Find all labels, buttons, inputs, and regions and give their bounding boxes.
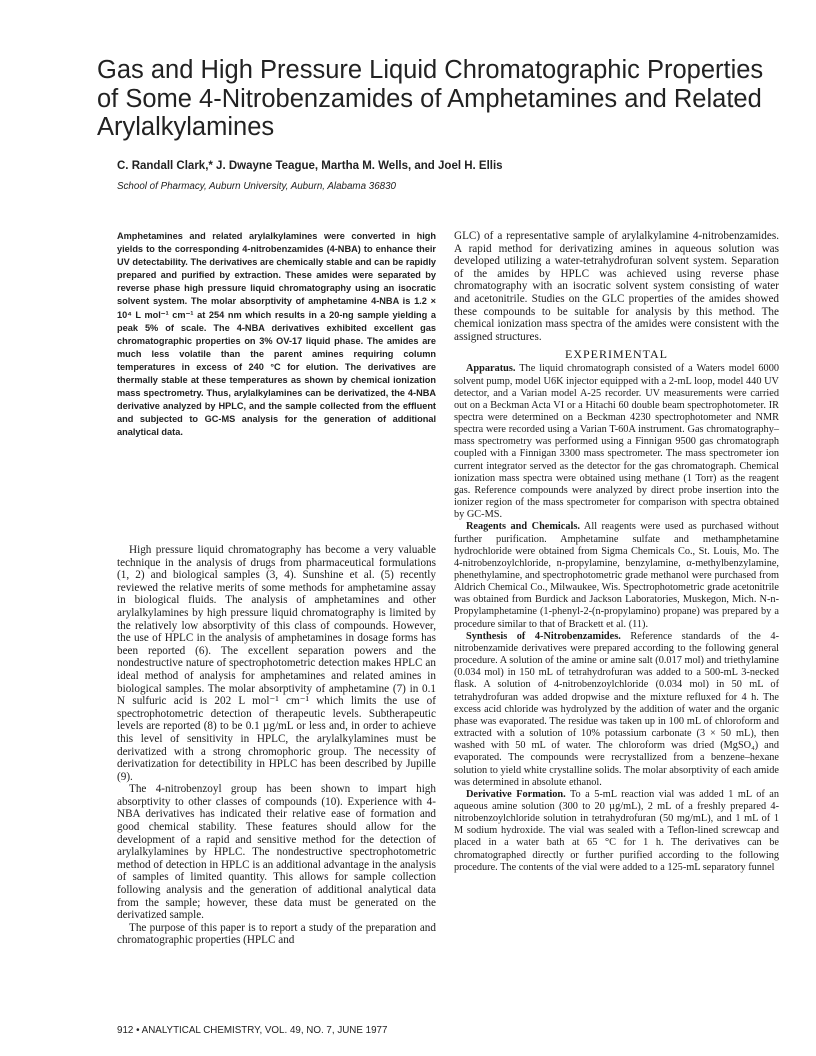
apparatus-paragraph: [454, 363, 779, 521]
right-column: [454, 230, 779, 874]
derivative-paragraph: [454, 789, 779, 874]
abstract: Amphetamines and related arylalkylamines were converted in high yields to the corresponding 4-nitrobenzamides (4-NBA) to enhance their UV detectability. The derivatives are chemically stable and can be rapidly prepared and purified by extraction. These amides were separated by reverse phase high pressure liquid chromatography using an isocratic solvent system. The molar absorptivity of amphetamine 4-NBA is 1.2 × 10⁴ L mol⁻¹ cm⁻¹ at 254 nm which results in a 20-ng sample yielding a peak 5% of scale. The 4-NBA derivatives exhibited excellent gas chromatographic properties on 3% OV-17 liquid phase. The amides are much less volatile than the parent amines requiring column temperatures in excess of 240 °C for elution. The derivatives are thermally stable at these temperatures as shown by chemical ionization mass spectrometry. Thus, arylalkylamines can be derivatized, the 4-NBA derivative analyzed by HPLC, and the sample collected from the effluent and subjected to GC-MS analysis for the generation of additional analytical data.: [117, 231, 436, 438]
right-paragraph-1: GLC) of a representative sample of arylalkylamine 4-nitrobenzamides. A rapid method for derivatizing amines in aqueous solution was developed utilizing a water-tetrahydrofuran solvent system. Separation of the amides by HPLC was achieved using reverse phase chromatography with an isocratic solvent system consisting of water and acetonitrile. Studies on the GLC properties of the amides showed these compounds to be suitable for analysis by this method. The chemical ionization mass spectra of the amides were consistent with the assigned structures.: [454, 230, 779, 343]
synthesis-text: Reference standards of the 4-nitrobenzamide derivatives were prepared according to the following general procedure. A solution of the amine or amine salt (0.017 mol) and triethylamine (0.034 mol) in 150 mL of tetrahydrofuran was added to a 500-mL 3-necked flask. A solution of 4-nitrobenzoylchloride (0.034 mol) in 50 mL of tetrahydrofuran was added dropwise and the mixture refluxed for 4 h. The excess acid chloride was hydrolyzed by the addition of water and the organic phase was evaporated. The residue was taken up in 100 mL of chloroform and extracted with a solution of 10% potassium carbonate (3 × 50 mL), then washed with 50 mL of water. The chloroform was dried (MgSO₄) and evaporated. The compounds were recrystallized from a benzene–hexane solution to yield white crystalline solids. The molar absorptivity of each amide was determined in absolute ethanol.: [454, 630, 780, 788]
synthesis-heading: Synthesis of 4-Nitrobenzamides.: [466, 630, 621, 642]
article-title: Gas and High Pressure Liquid Chromatographic Properties of Some 4-Nitrobenzamides of Amphetamines and Related Arylalkylamines: [97, 56, 764, 142]
intro-column: [117, 544, 436, 947]
reagents-text: All reagents were used as purchased without further purification. Amphetamine sulfate and methamphetamine hydrochloride were obtained from Sigma Chemicals Co., St. Louis, Mo. The 4-nitrobenzoylchloride, n-propylamine, benzylamine, α-methylbenzylamine, phenethylamine, and spectrophotometric grade methanol were purchased from Aldrich Chemical Co., Milwaukee, Wis. Spectrophotometric grade acetonitrile was obtained from Burdick and Jackson Laboratories, Muskegon, Mich. N-n-Propylamphetamine (1-phenyl-2-(n-propylamino) propane) was prepared by a procedure similar to that of Brackett et al. (11).: [454, 521, 779, 630]
apparatus-heading: Apparatus.: [466, 363, 516, 375]
intro-paragraph-3: The purpose of this paper is to report a study of the preparation and chromatographic properties (HPLC and: [117, 921, 436, 947]
affiliation: School of Pharmacy, Auburn University, Auburn, Alabama 36830: [117, 181, 396, 192]
author-list: C. Randall Clark,* J. Dwayne Teague, Martha M. Wells, and Joel H. Ellis: [117, 160, 503, 172]
page-footer: 912 • ANALYTICAL CHEMISTRY, VOL. 49, NO. 7, JUNE 1977: [117, 1025, 388, 1036]
section-heading-experimental: EXPERIMENTAL: [564, 347, 669, 362]
synthesis-paragraph: [454, 631, 779, 789]
derivative-text: To a 5-mL reaction vial was added 1 mL of an aqueous amine solution (300 to 20 µg/mL), 2 mL of a freshly prepared 4-nitrobenzoylchloride solution in tetrahydrofuran (50 mg/mL), and 1 mL of 1 M sodium hydroxide. The vial was sealed with a Teflon-lined screwcap and placed in a water bath at 65 °C for 1 h. The derivatives can be chromatographed directly or further purified according to the following procedure. The contents of the vial were added to a 125-mL separatory funnel: [454, 788, 780, 873]
reagents-heading: Reagents and Chemicals.: [466, 521, 580, 533]
reagents-paragraph: [454, 521, 779, 630]
intro-paragraph-2: The 4-nitrobenzoyl group has been shown to impart high absorptivity to other classes of compounds (10). Experience with 4-NBA derivatives has indicated their relative ease of formation and good chemical stability. These features should allow for the development of a rapid and sensitive method for the detection of arylalkylamines by HPLC. The nondestructive spectrophotometric method of detection in HPLC is an additional advantage in the analysis of samples of limited quantity. This allows for sample collection following analysis and the generation of additional analytical data from the sample; however, these data must be generated on the derivatized sample.: [117, 783, 436, 922]
intro-paragraph-1: High pressure liquid chromatography has become a very valuable technique in the analysis of drugs from pharmaceutical formulations (1, 2) and biological samples (3, 4). Sunshine et al. (5) recently reviewed the relative merits of some methods for amphetamine assay in biological fluids. The analysis of amphetamines and other arylalkylamines by high pressure liquid chromatography is limited by the relatively low absorptivity of this class of compounds. However, the use of HPLC in the analysis of amphetamines in dosage forms has been reported (6). The excellent separation powers and the nondestructive nature of spectrophotometric detection makes HPLC an ideal method of analysis for amphetamines and related amines in biological samples. The molar absorptivity of amphetamine (7) in 0.1 N sulfuric acid is 202 L mol⁻¹ cm⁻¹ which limits the use of spectrophotometric detection of therapeutic levels. Subtherapeutic levels are reported (8) to be 0.1 µg/mL or less and, in order to achieve this level of sensitivity in HPLC, the arylalkylamines must be derivatized with a strong chromophoric group. The necessity of derivatization for detectibility in HPLC has been described by Jupille (9).: [117, 544, 436, 783]
derivative-heading: Derivative Formation.: [466, 788, 566, 800]
apparatus-text: The liquid chromatograph consisted of a Waters model 6000 solvent pump, model U6K injector equipped with a 2-mL loop, model 440 UV detector, and a Varian model A-25 recorder. UV measurements were carried out on a Beckman Acta VI or a Hitachi 60 double beam spectrophotometer. IR spectra were determined on a Beckman 4230 spectrophotometer and NMR spectra were recorded using a Varian T-60A instrument. Gas chromatography–mass spectrometry was performed using a Finnigan 9500 gas chromatograph coupled with a Finnigan 3300 mass spectrometer. The mass spectrometer ion current integrator served as the detector for the gas chromatograph. Chemical ionization mass spectra were obtained using methane (1 Torr) as the reagent gas. Reference compounds were analyzed by direct probe insertion into the ionizer region of the mass spectrometer for comparison with spectra obtained by GC-MS.: [454, 363, 780, 521]
